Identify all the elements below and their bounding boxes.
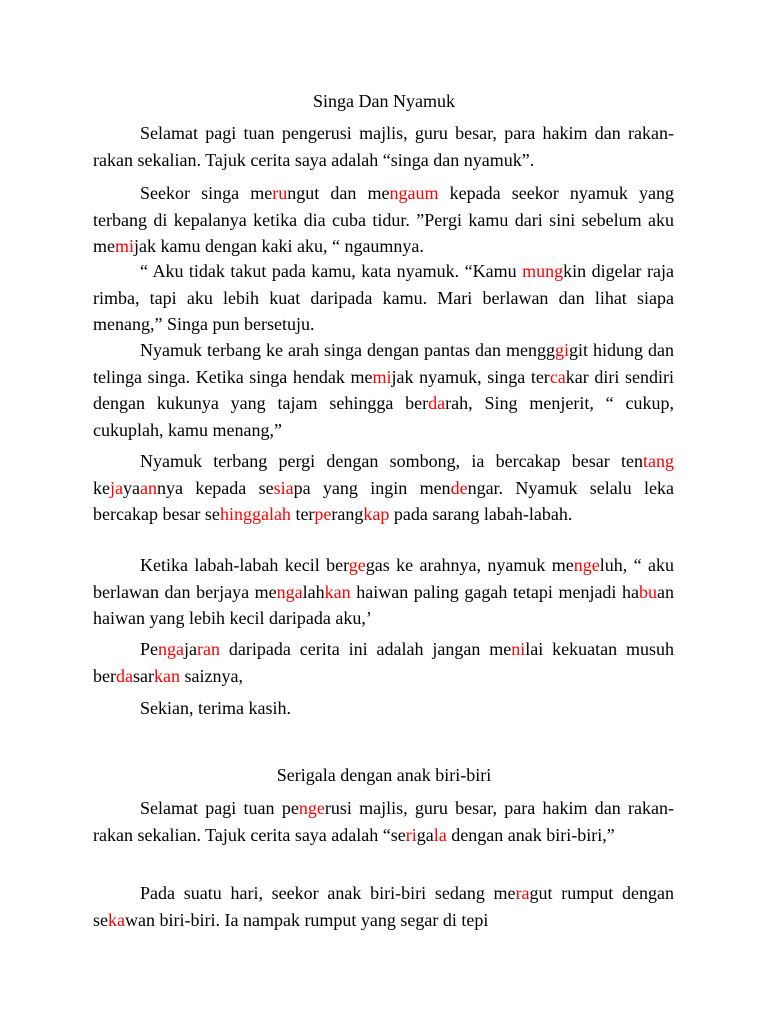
highlighted-syllable: lah <box>268 504 291 524</box>
highlighted-syllable: ge <box>348 555 366 575</box>
text-run: haiwan paling gagah tetapi menjadi ha <box>350 581 639 602</box>
highlighted-syllable: pe <box>314 504 332 524</box>
text-run: wan biri-biri. Ia nampak rumput yang segar di tepi <box>125 909 489 930</box>
text-run: ke <box>93 477 110 498</box>
story-1-paragraph <box>93 120 674 173</box>
text-run: git hidung dan telinga singa. Ketika singa hendak me <box>93 340 674 387</box>
highlighted-syllable: tang <box>643 451 674 471</box>
text-run: rah, Sing menjerit, “ cukup, cukuplah, kamu menang,” <box>93 393 675 440</box>
story-2-title: Serigala dengan anak biri-biri <box>276 765 492 785</box>
highlighted-syllable: ca <box>549 366 566 387</box>
highlighted-syllable: de <box>450 477 468 498</box>
text-run: kar diri sendiri dengan kukunya yang tajam sehingga ber <box>93 366 674 413</box>
story-1-title: Singa Dan Nyamuk <box>313 91 455 111</box>
story-1-paragraph <box>93 636 674 689</box>
highlighted-syllable: da <box>428 393 446 413</box>
highlighted-syllable: ja <box>110 477 123 498</box>
highlighted-syllable: hingga <box>219 504 269 524</box>
text-run: Selamat pagi tuan pe <box>140 798 299 818</box>
highlighted-syllable: mung <box>522 261 564 281</box>
text-run: kepada seekor nyamuk yang terbang di kepalanya ketika dia cuba tidur. ”Pergi kamu dari sini sebelum aku me <box>93 183 674 256</box>
text-run: jak nyamuk, singa ter <box>391 366 550 387</box>
text-run: pada sarang labah-labah. <box>389 504 573 524</box>
story-1-paragraph <box>93 258 674 338</box>
highlighted-syllable: mi <box>115 236 135 256</box>
text-run: an haiwan yang lebih kecil daripada aku,’ <box>93 581 674 628</box>
text-run: Nyamuk terbang pergi dengan sombong, ia bercakap besar ten <box>140 451 643 471</box>
highlighted-syllable: nga <box>276 581 303 602</box>
text-run: Nyamuk terbang ke arah singa dengan pantas dan mengg <box>140 340 555 360</box>
highlighted-syllable: ra <box>515 883 530 903</box>
story-1-paragraph <box>93 180 674 260</box>
story-1-paragraph <box>93 552 674 632</box>
text-run: ngar. Nyamuk selalu leka bercakap besar se <box>93 477 674 524</box>
highlighted-syllable: ka <box>108 909 125 930</box>
text-run: rusi majlis, guru besar, para hakim dan rakan-rakan sekalian. Tajuk cerita saya adalah “se <box>93 798 675 845</box>
highlighted-syllable: bu <box>639 581 657 602</box>
highlighted-syllable: an <box>140 477 157 498</box>
text-run: Pe <box>140 639 158 659</box>
highlighted-syllable: gi <box>554 340 569 360</box>
text-run: Selamat pagi tuan pengerusi majlis, guru besar, para hakim dan rakan-rakan sekalian. Tajuk cerita saya adalah “singa dan nyamuk”. <box>93 123 674 170</box>
highlighted-syllable: kan <box>324 581 351 602</box>
text-run: ngut dan me <box>287 183 390 203</box>
text-run: kin digelar raja rimba, tapi aku lebih kuat daripada kamu. Mari berlawan dan lihat siapa menang,” Singa pun bersetuju. <box>93 261 674 334</box>
text-run: jak kamu dengan kaki aku, “ ngaumnya. <box>134 236 424 256</box>
highlighted-syllable: ri <box>405 824 417 845</box>
story-1-paragraph <box>93 448 674 528</box>
text-run: sar <box>132 665 154 686</box>
highlighted-syllable: kan <box>153 665 180 686</box>
highlighted-syllable: mi <box>372 366 392 387</box>
highlighted-syllable: ru <box>272 183 288 203</box>
text-run: daripada cerita ini adalah jangan me <box>219 639 512 659</box>
text-run: gut rumput dengan se <box>93 883 674 930</box>
story-2-paragraph <box>93 795 674 848</box>
text-run: ja <box>184 639 197 659</box>
text-run: ya <box>123 477 140 498</box>
story-2-paragraph <box>93 880 674 933</box>
text-run: “ Aku tidak takut pada kamu, kata nyamuk. “Kamu <box>140 261 523 281</box>
text-run: ga <box>416 824 434 845</box>
highlighted-syllable: ngaum <box>389 183 439 203</box>
text-run: gas ke arahnya, nyamuk me <box>365 555 574 575</box>
text-run: Pada suatu hari, seekor anak biri-biri sedang me <box>140 883 516 903</box>
text-run: pa yang ingin men <box>293 477 451 498</box>
text-run: dengan anak biri-biri,” <box>446 824 615 845</box>
highlighted-syllable: ran <box>197 639 220 659</box>
highlighted-syllable: da <box>115 665 133 686</box>
story-1-closing <box>93 695 674 722</box>
text-run: Seekor singa me <box>140 183 273 203</box>
text-run: ter <box>290 504 315 524</box>
text-run: saiznya, <box>179 665 243 686</box>
highlighted-syllable: kap <box>363 504 390 524</box>
highlighted-syllable: nge <box>298 798 325 818</box>
text-run: lah <box>302 581 325 602</box>
text-run: rang <box>331 504 364 524</box>
text-run: Sekian, terima kasih. <box>140 698 291 718</box>
highlighted-syllable: la <box>433 824 447 845</box>
highlighted-syllable: nga <box>158 639 184 659</box>
story-1-paragraph <box>93 337 674 443</box>
highlighted-syllable: ni <box>511 639 526 659</box>
highlighted-syllable: sia <box>273 477 294 498</box>
text-run: Ketika labah-labah kecil ber <box>140 555 349 575</box>
text-run: lai kekuatan musuh ber <box>93 639 674 686</box>
text-run: luh, “ aku berlawan dan berjaya me <box>93 555 674 602</box>
text-run: nya kepada se <box>157 477 274 498</box>
highlighted-syllable: nge <box>573 555 600 575</box>
